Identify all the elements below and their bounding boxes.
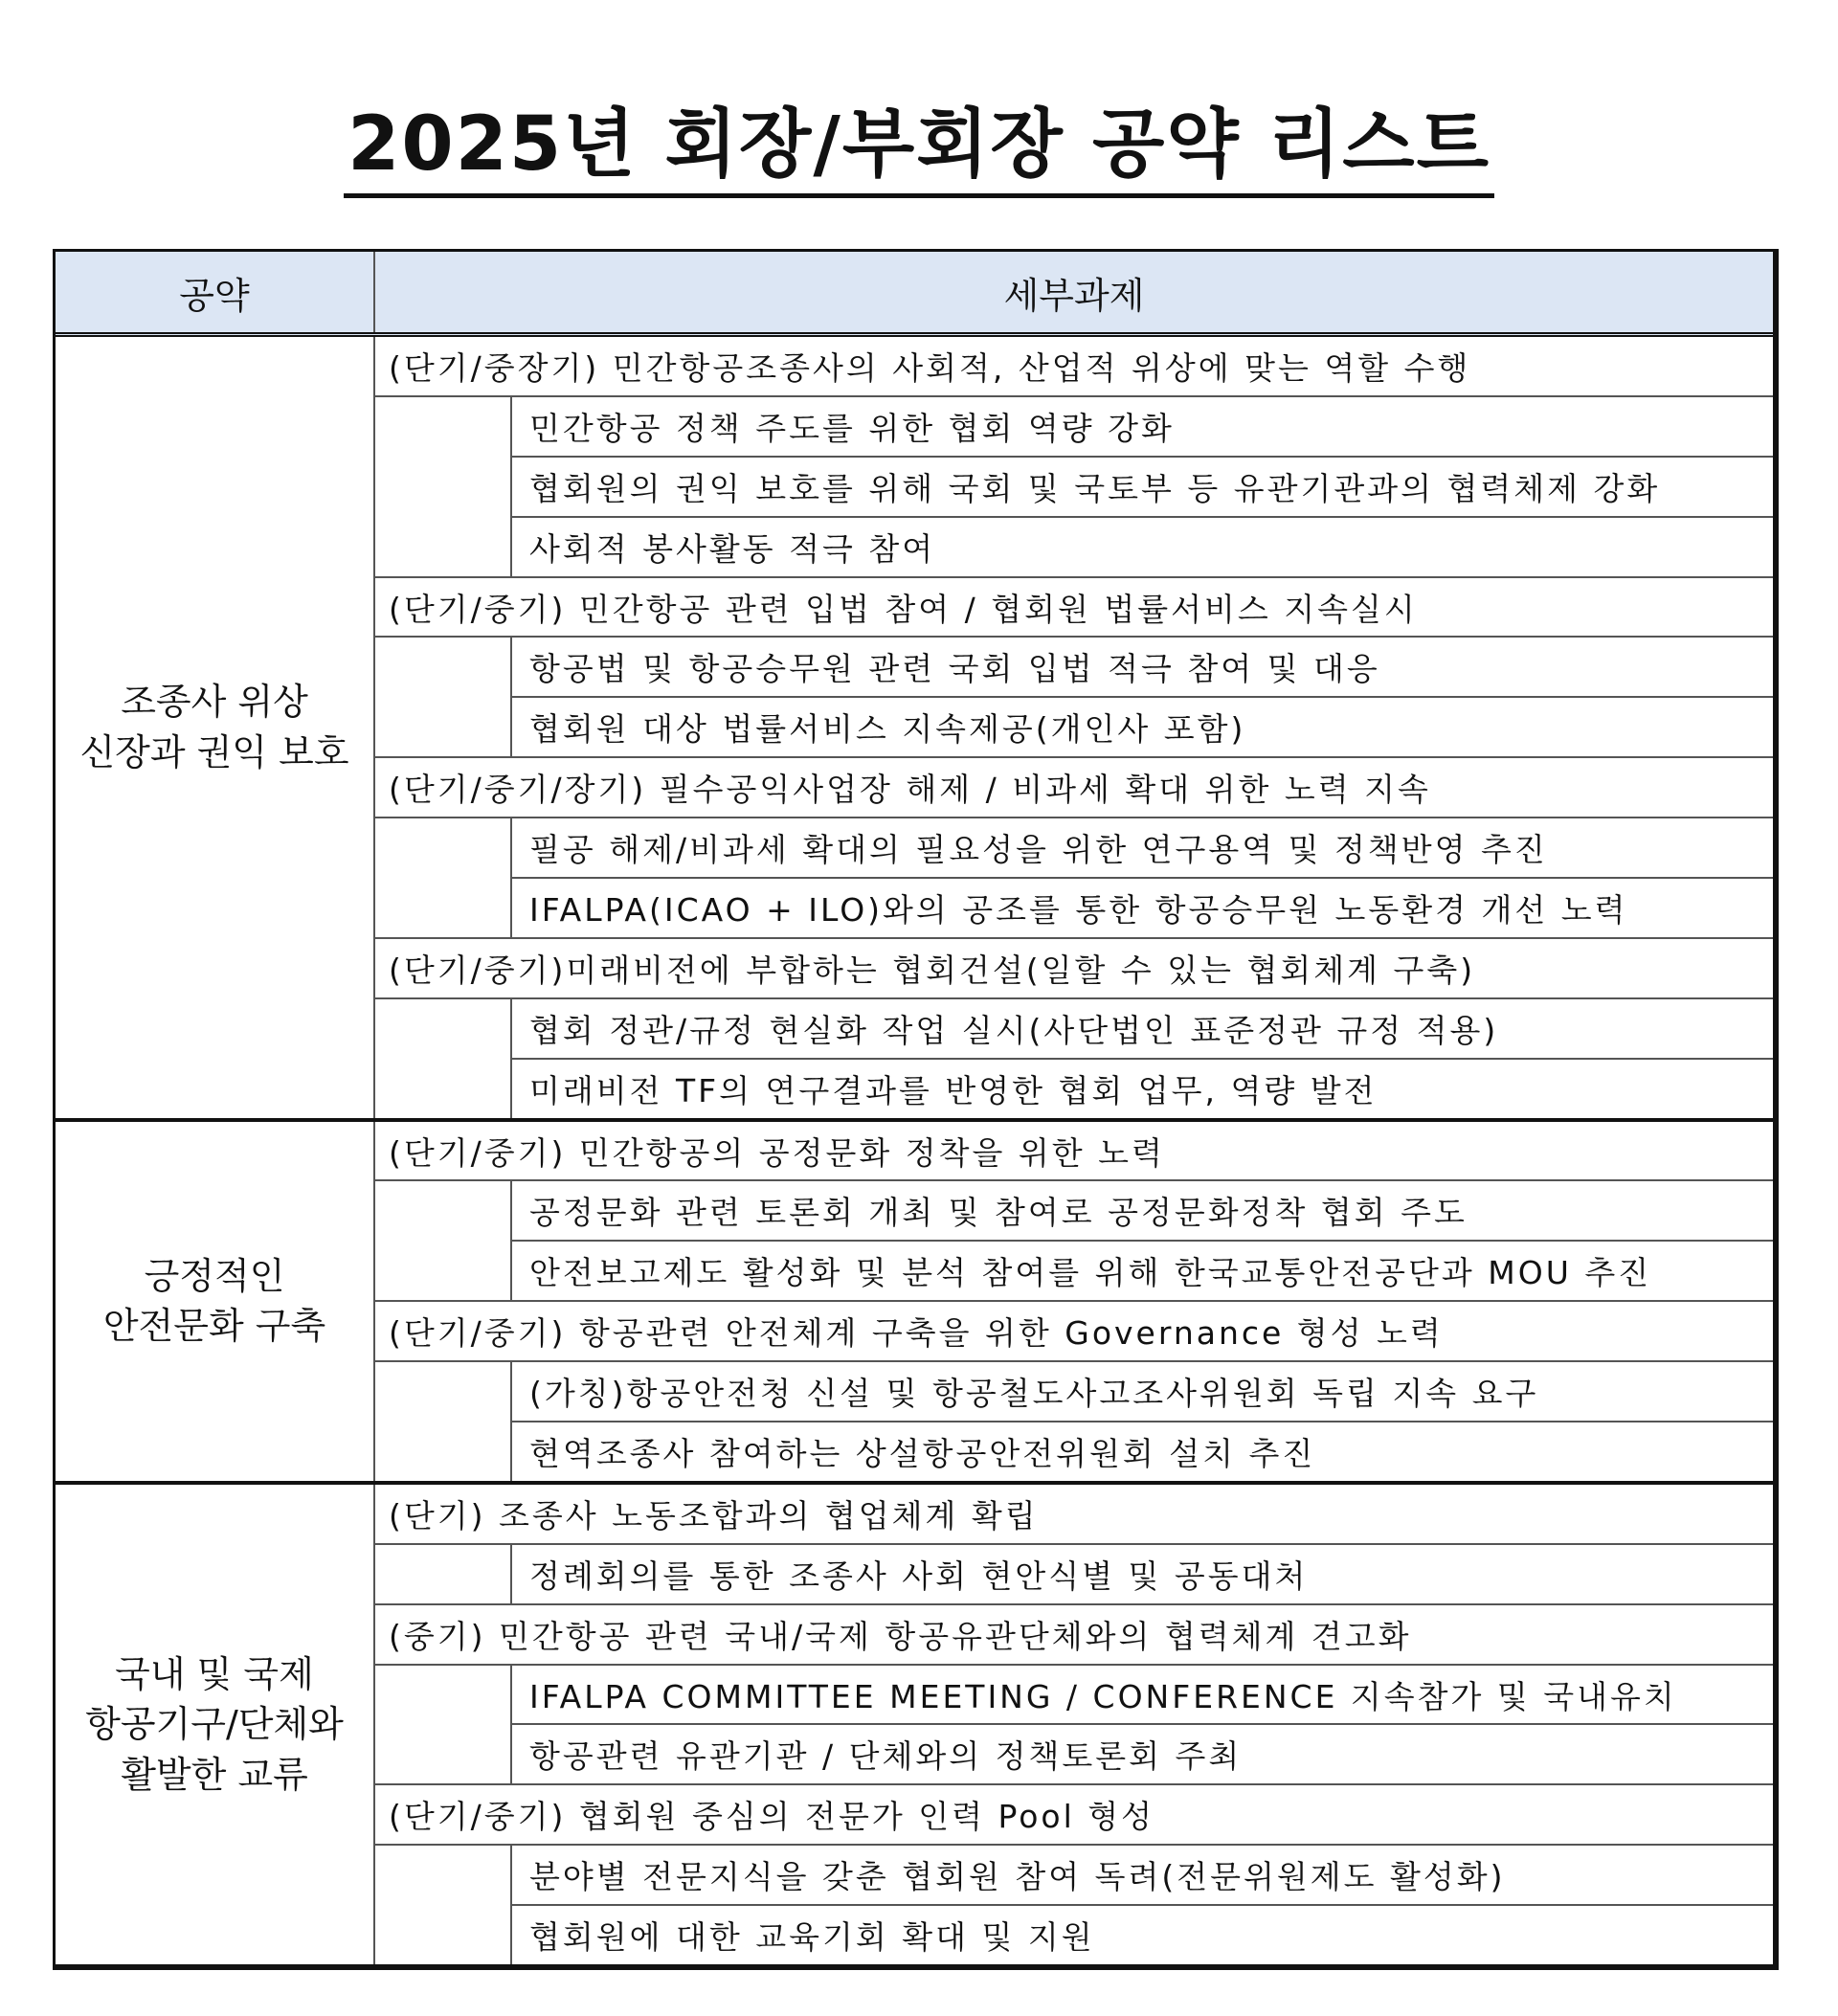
header-detail-tasks: 세부과제 [374,252,1773,335]
task-main: (단기/중기/장기) 필수공익사업장 해제 / 비과세 확대 위한 노력 지속 [374,757,1773,818]
indent-cell [374,1845,511,1964]
task-sub: 협회원에 대한 교육기회 확대 및 지원 [511,1905,1773,1964]
table-body [56,335,1773,1965]
page-title: 2025년 회장/부회장 공약 리스트 [0,107,1838,182]
task-main: (단기/중기) 민간항공 관련 입법 참여 / 협회원 법률서비스 지속실시 [374,577,1773,638]
pledge-category-line: 활발한 교류 [121,1753,308,1796]
table-row [56,1483,1773,1544]
task-sub: 필공 해제/비과세 확대의 필요성을 위한 연구용역 및 정책반영 추진 [511,818,1773,878]
pledge-category-line: 조종사 위상 [121,681,308,724]
indent-cell [374,1665,511,1785]
pledge-category-line: 항공기구/단체와 [85,1703,344,1746]
task-sub: 협회 정관/규정 현실화 작업 실시(사단법인 표준정관 규정 적용) [511,998,1773,1059]
task-sub: 미래비전 TF의 연구결과를 반영한 협회 업무, 역량 발전 [511,1059,1773,1120]
header-pledge: 공약 [56,252,374,335]
pledge-category-line: 긍정적인 [144,1254,285,1297]
task-main: (중기) 민간항공 관련 국내/국제 항공유관단체와의 협력체계 견고화 [374,1604,1773,1665]
task-main: (단기/중기)미래비전에 부합하는 협회건설(일할 수 있는 협회체계 구축) [374,938,1773,998]
table-row [56,1120,1773,1181]
indent-cell [374,1180,511,1301]
task-sub: 현역조종사 참여하는 상설항공안전위원회 설치 추진 [511,1422,1773,1483]
pledge-category-line: 안전문화 구축 [102,1305,326,1348]
task-sub: 민간항공 정책 주도를 위한 협회 역량 강화 [511,396,1773,457]
task-sub: 사회적 봉사활동 적극 참여 [511,517,1773,577]
task-sub: 협회원의 권익 보호를 위해 국회 및 국토부 등 유관기관과의 협력체제 강화 [511,457,1773,517]
task-sub: (가칭)항공안전청 신설 및 항공철도사고조사위원회 독립 지속 요구 [511,1361,1773,1422]
pledge-category [56,1483,374,1964]
task-sub: 안전보고제도 활성화 및 분석 참여를 위해 한국교통안전공단과 MOU 추진 [511,1241,1773,1301]
table-header-row [56,252,1773,335]
indent-cell [374,998,511,1120]
task-sub: 분야별 전문지식을 갖춘 협회원 참여 독려(전문위원제도 활성화) [511,1845,1773,1905]
table-row [56,335,1773,396]
indent-cell [374,1361,511,1483]
task-sub: IFALPA(ICAO + ILO)와의 공조를 통한 항공승무원 노동환경 개선 노력 [511,878,1773,938]
task-sub: 항공관련 유관기관 / 단체와의 정책토론회 주최 [511,1724,1773,1784]
task-main: (단기/중기) 협회원 중심의 전문가 인력 Pool 형성 [374,1784,1773,1845]
pledge-category-line: 신장과 권익 보호 [79,730,349,773]
indent-cell [374,1544,511,1604]
task-main: (단기/중장기) 민간항공조종사의 사회적, 산업적 위상에 맞는 역할 수행 [374,335,1773,396]
task-main: (단기) 조종사 노동조합과의 협업체계 확립 [374,1483,1773,1544]
indent-cell [374,818,511,938]
task-sub: 협회원 대상 법률서비스 지속제공(개인사 포함) [511,697,1773,757]
task-sub: 항공법 및 항공승무원 관련 국회 입법 적극 참여 및 대응 [511,637,1773,697]
task-sub: IFALPA COMMITTEE MEETING / CONFERENCE 지속참가 및 국내유치 [511,1665,1773,1725]
pledge-category [56,1120,374,1483]
task-sub: 정례회의를 통한 조종사 사회 현안식별 및 공동대처 [511,1544,1773,1604]
task-sub: 공정문화 관련 토론회 개최 및 참여로 공정문화정착 협회 주도 [511,1180,1773,1241]
pledge-category-line: 국내 및 국제 [115,1652,314,1695]
pledge-category [56,335,374,1120]
indent-cell [374,637,511,757]
pledge-table [53,249,1779,1970]
task-main: (단기/중기) 항공관련 안전체계 구축을 위한 Governance 형성 노력 [374,1301,1773,1361]
task-main: (단기/중기) 민간항공의 공정문화 정착을 위한 노력 [374,1120,1773,1181]
indent-cell [374,396,511,577]
